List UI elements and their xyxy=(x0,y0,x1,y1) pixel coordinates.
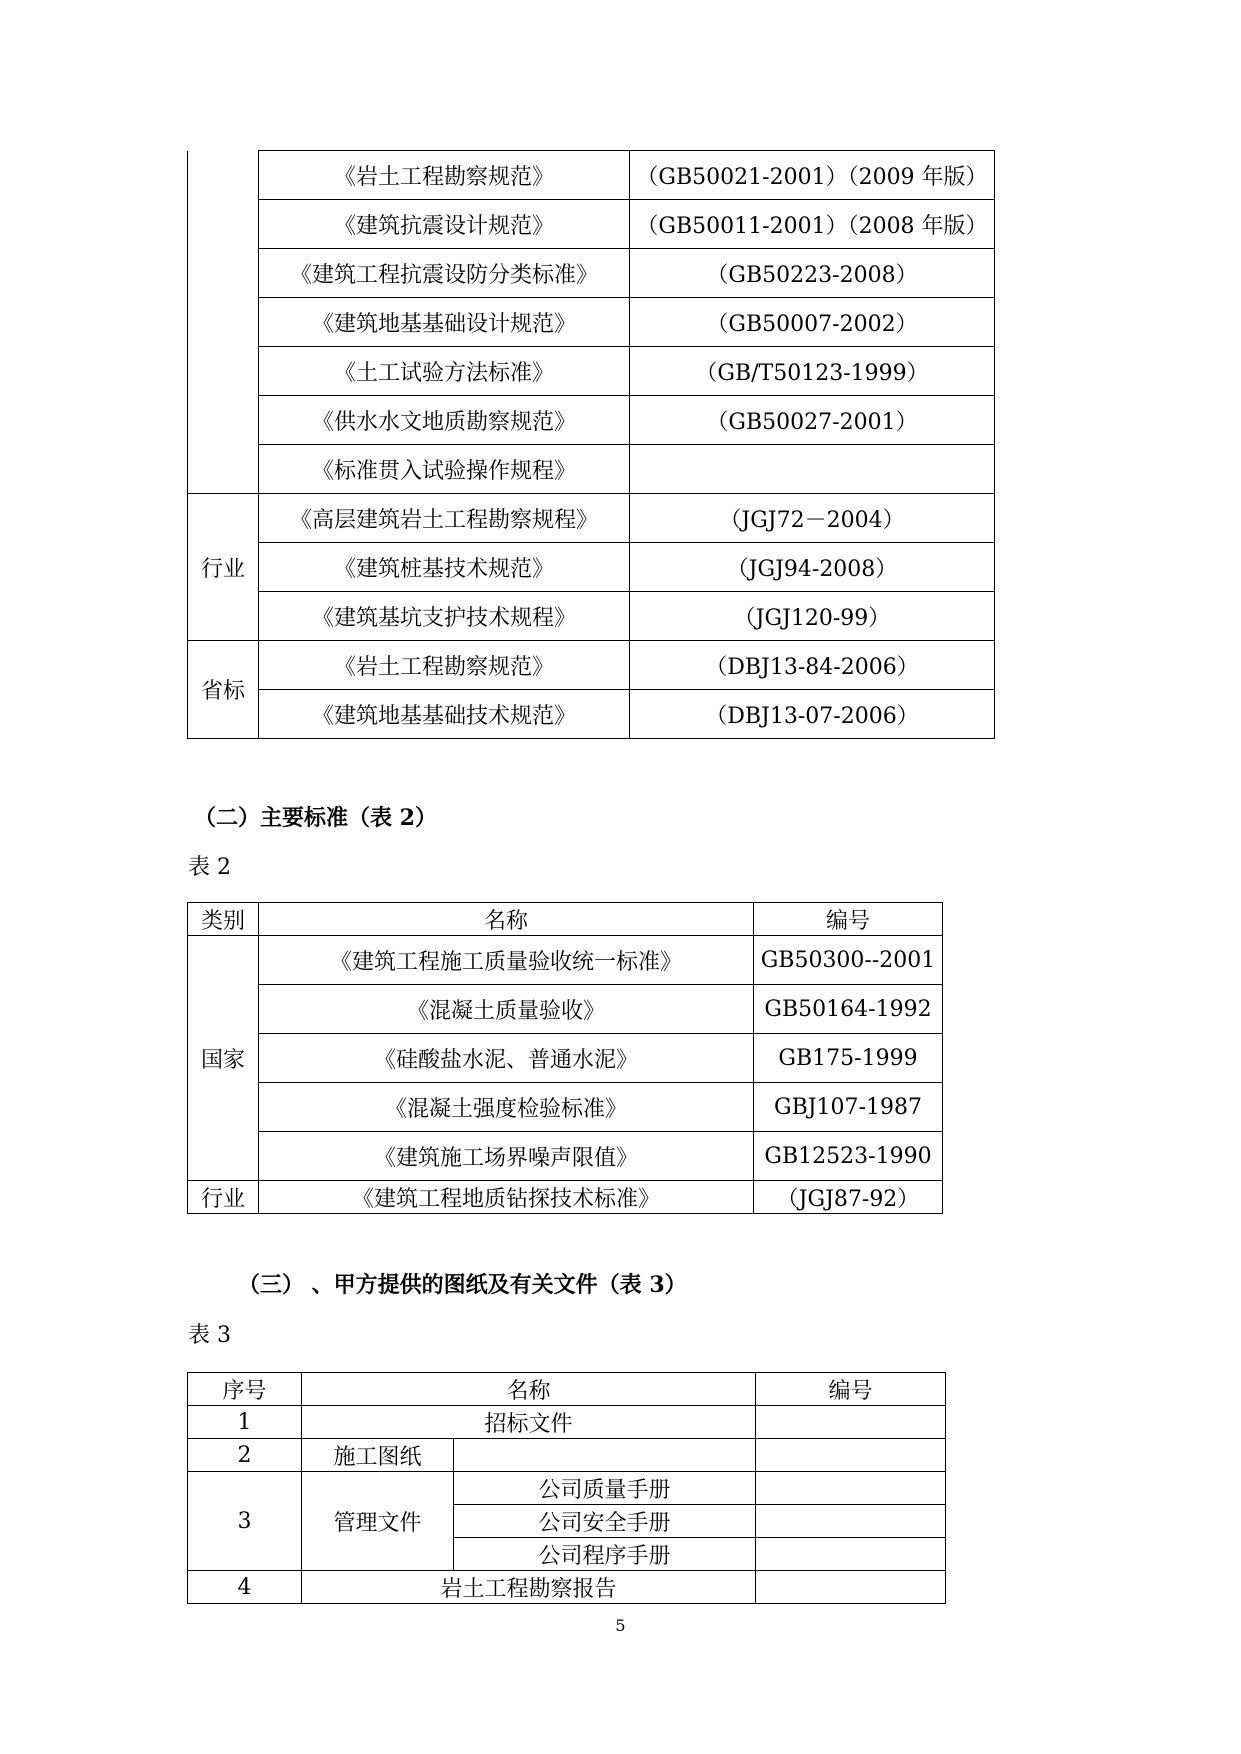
table-row xyxy=(188,249,995,298)
standard-code: GB50300--2001 xyxy=(754,936,943,985)
header-code: 编号 xyxy=(754,903,943,936)
standard-code: GB175-1999 xyxy=(754,1034,943,1083)
standard-name: 《建筑工程施工质量验收统一标准》 xyxy=(259,936,754,985)
table-row xyxy=(188,1439,946,1472)
header-category: 类别 xyxy=(188,903,259,936)
standard-code: （JGJ87-92） xyxy=(754,1181,943,1214)
row-name: 施工图纸 xyxy=(302,1439,454,1472)
standard-name: 《建筑地基基础设计规范》 xyxy=(259,298,630,347)
standard-name: 《供水水文地质勘察规范》 xyxy=(259,396,630,445)
standard-code: （JGJ72－2004） xyxy=(630,494,995,543)
table-row xyxy=(188,151,995,200)
table-row xyxy=(188,396,995,445)
standard-code: GB50164-1992 xyxy=(754,985,943,1034)
table-row xyxy=(188,347,995,396)
standard-name: 《建筑抗震设计规范》 xyxy=(259,200,630,249)
table-row xyxy=(188,985,943,1034)
page-number: 5 xyxy=(615,1616,626,1635)
standard-code: （DBJ13-07-2006） xyxy=(630,690,995,739)
standard-code: （GB50021-2001）（2009 年版） xyxy=(630,151,995,200)
row-name: 招标文件 xyxy=(302,1406,756,1439)
category-cell-national xyxy=(188,151,259,494)
row-seq: 4 xyxy=(188,1571,302,1604)
row-name: 管理文件 xyxy=(302,1472,454,1571)
table-header-row xyxy=(188,903,943,936)
row-subitem xyxy=(454,1439,756,1472)
category-cell-province: 省标 xyxy=(188,641,259,739)
table-row xyxy=(188,1406,946,1439)
row-subitem: 公司质量手册 xyxy=(454,1472,756,1505)
section-2-heading: （二）主要标准（表 2） xyxy=(194,805,437,831)
row-name: 岩土工程勘察报告 xyxy=(302,1571,756,1604)
header-code: 编号 xyxy=(756,1373,946,1406)
standard-name: 《岩土工程勘察规范》 xyxy=(259,151,630,200)
standard-name: 《建筑桩基技术规范》 xyxy=(259,543,630,592)
standard-name: 《硅酸盐水泥、普通水泥》 xyxy=(259,1034,754,1083)
standard-code: （JGJ120-99） xyxy=(630,592,995,641)
standard-code: （GB50011-2001）（2008 年版） xyxy=(630,200,995,249)
standard-code xyxy=(630,445,995,494)
row-code xyxy=(756,1439,946,1472)
header-name: 名称 xyxy=(302,1373,756,1406)
category-cell-industry: 行业 xyxy=(188,1181,259,1214)
table-header-row xyxy=(188,1373,946,1406)
standard-name: 《建筑施工场界噪声限值》 xyxy=(259,1132,754,1181)
row-seq: 3 xyxy=(188,1472,302,1571)
standard-name: 《岩土工程勘察规范》 xyxy=(259,641,630,690)
header-seq: 序号 xyxy=(188,1373,302,1406)
row-seq: 2 xyxy=(188,1439,302,1472)
table-row xyxy=(188,298,995,347)
table-3-caption: 表 3 xyxy=(188,1323,231,1348)
standard-name: 《混凝土质量验收》 xyxy=(259,985,754,1034)
table-row xyxy=(188,494,995,543)
standard-name: 《混凝土强度检验标准》 xyxy=(259,1083,754,1132)
table-row xyxy=(188,641,995,690)
table-row xyxy=(188,1472,946,1505)
standard-name: 《标准贯入试验操作规程》 xyxy=(259,445,630,494)
table-row xyxy=(188,200,995,249)
row-subitem: 公司程序手册 xyxy=(454,1538,756,1571)
row-code xyxy=(756,1505,946,1538)
standard-name: 《建筑工程抗震设防分类标准》 xyxy=(259,249,630,298)
standard-code: GB12523-1990 xyxy=(754,1132,943,1181)
documents-table-3 xyxy=(187,1372,946,1604)
table-row xyxy=(188,543,995,592)
header-name: 名称 xyxy=(259,903,754,936)
standard-name: 《高层建筑岩土工程勘察规程》 xyxy=(259,494,630,543)
standard-code: （DBJ13-84-2006） xyxy=(630,641,995,690)
category-cell-national: 国家 xyxy=(188,936,259,1181)
standards-table-2 xyxy=(187,902,943,1214)
standard-code: （GB50027-2001） xyxy=(630,396,995,445)
standard-code: GBJ107-1987 xyxy=(754,1083,943,1132)
table-2-caption: 表 2 xyxy=(188,855,231,880)
standard-name: 《建筑地基基础技术规范》 xyxy=(259,690,630,739)
row-subitem: 公司安全手册 xyxy=(454,1505,756,1538)
standard-name: 《土工试验方法标准》 xyxy=(259,347,630,396)
standard-code: （GB50007-2002） xyxy=(630,298,995,347)
standard-code: （JGJ94-2008） xyxy=(630,543,995,592)
row-seq: 1 xyxy=(188,1406,302,1439)
standard-name: 《建筑基坑支护技术规程》 xyxy=(259,592,630,641)
standards-table-1 xyxy=(187,150,995,739)
table-row xyxy=(188,592,995,641)
row-code xyxy=(756,1538,946,1571)
table-row xyxy=(188,1181,943,1214)
category-cell-industry: 行业 xyxy=(188,494,259,641)
row-code xyxy=(756,1571,946,1604)
section-3-heading: （三） 、甲方提供的图纸及有关文件（表 3） xyxy=(238,1272,687,1298)
table-row xyxy=(188,445,995,494)
table-row xyxy=(188,1571,946,1604)
table-row xyxy=(188,1132,943,1181)
table-row xyxy=(188,1083,943,1132)
standard-code: （GB50223-2008） xyxy=(630,249,995,298)
table-row xyxy=(188,1034,943,1083)
standard-code: （GB/T50123-1999） xyxy=(630,347,995,396)
table-row xyxy=(188,936,943,985)
standard-name: 《建筑工程地质钻探技术标准》 xyxy=(259,1181,754,1214)
table-row xyxy=(188,690,995,739)
row-code xyxy=(756,1472,946,1505)
row-code xyxy=(756,1406,946,1439)
